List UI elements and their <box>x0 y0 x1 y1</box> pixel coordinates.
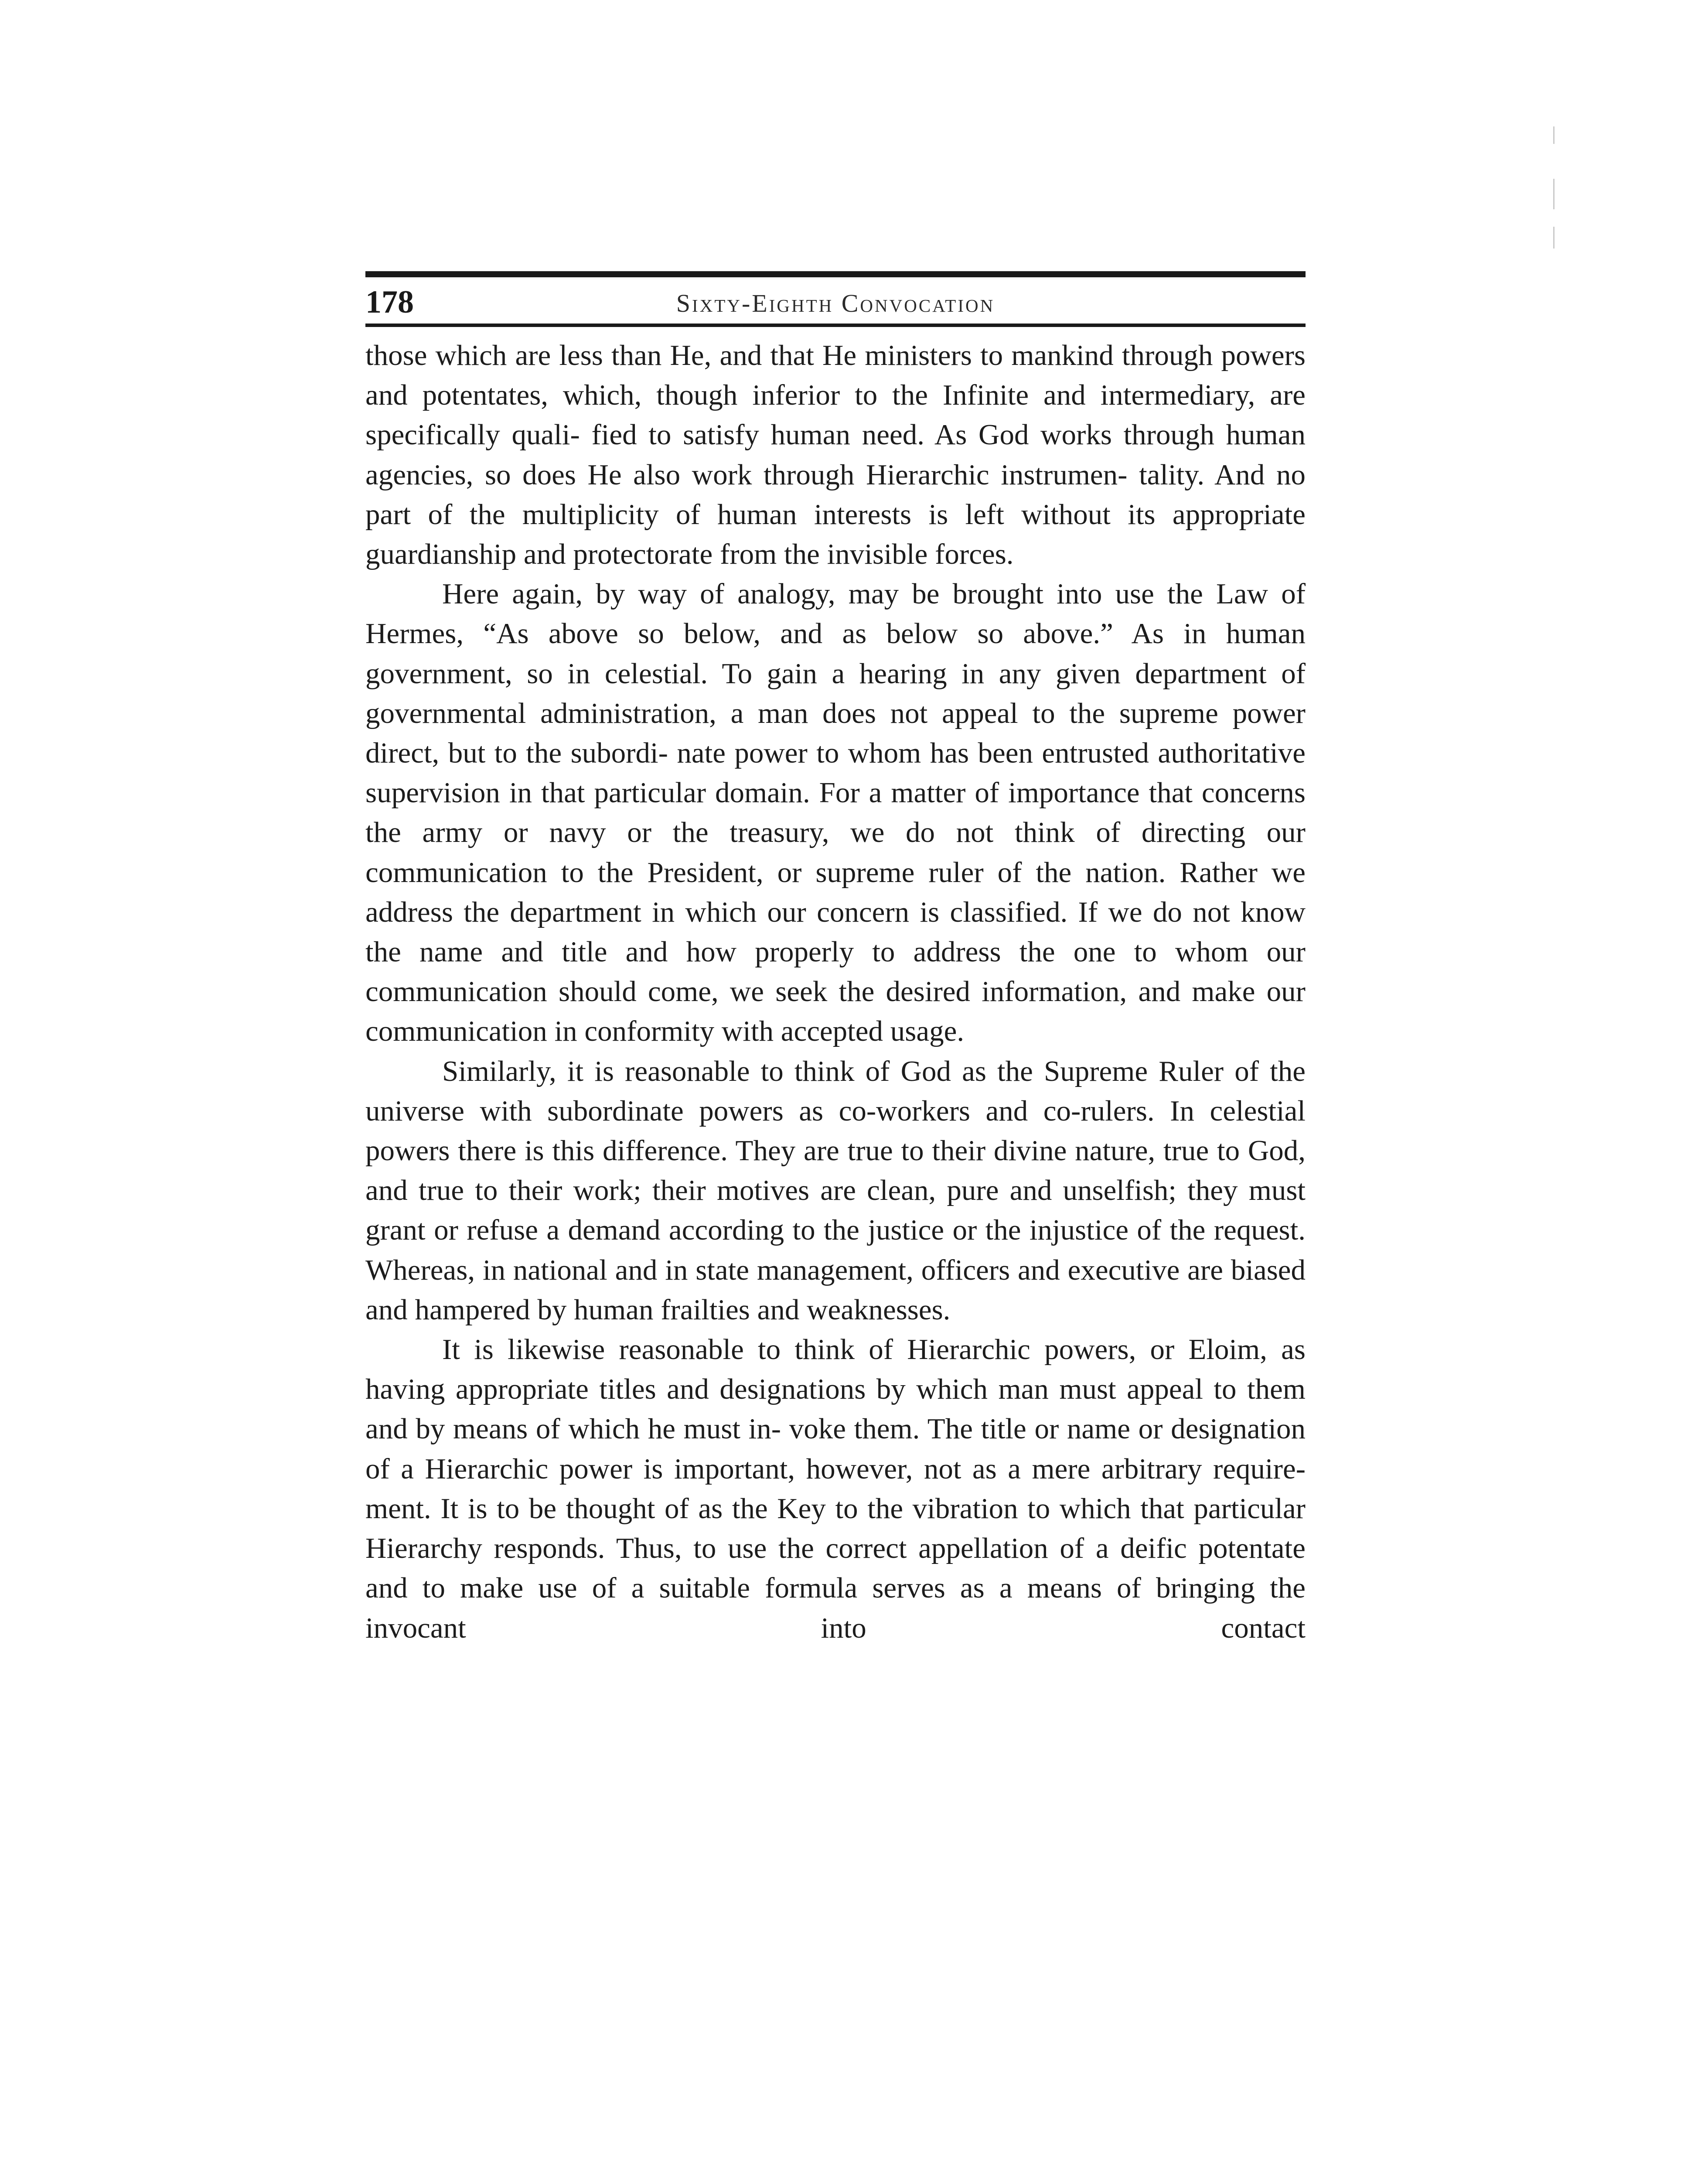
text-line: power is important, however, not as a mere arbitrary require- <box>559 1452 1306 1485</box>
text-line: Similarly, it is reasonable to think of God as the Supreme <box>442 1055 1148 1087</box>
text-line: left without its appropriate guardianship and protectorate from <box>365 498 1306 571</box>
text-line: communication in conformity with accepted usage. <box>365 1015 965 1048</box>
running-title: Sixty-Eighth Convocation <box>676 289 995 317</box>
text-line: appellation of a deific potentate and to make use of a suitable <box>365 1532 1306 1604</box>
text-line: those which are less than He, and that He ministers to <box>365 339 1003 371</box>
text-line: the invisible forces. <box>784 538 1014 571</box>
text-line: voke them. The title or name or designation of a Hierarchic <box>365 1413 1306 1485</box>
text-line: It is likewise reasonable to think of Hierarchic powers, or <box>442 1333 1175 1366</box>
text-line: of directing our communication to the President, or supreme ruler <box>365 816 1306 889</box>
text-line: agencies, so does He also work through Hierarchic instrumen- <box>365 458 1128 491</box>
text-line: co-rulers. In celestial powers there is this difference. They are <box>365 1094 1306 1167</box>
paragraph <box>365 574 1306 1051</box>
page-header <box>365 283 1306 322</box>
text-line: that particular Hierarchy responds. Thus, to use the correct <box>365 1492 1306 1565</box>
text-line: any given department of governmental administration, a man <box>365 657 1306 729</box>
text-line: of the nation. Rather we address the department in which our <box>365 856 1306 928</box>
text-line: ment. It is to be thought of as the Key to the vibration to which <box>365 1492 1131 1525</box>
text-line: nate power to whom has been entrusted authoritative supervision <box>365 737 1306 809</box>
text-line: man must appeal to them and by means of which he must in- <box>365 1373 1306 1445</box>
text-line: weaknesses. <box>807 1293 951 1326</box>
text-line: should come, we seek the desired information, and make our <box>559 975 1306 1008</box>
paragraph <box>365 1052 1306 1330</box>
text-line: formula serves as a means of bringing the invocant into contact <box>365 1572 1306 1644</box>
text-line: Ruler of the universe with subordinate powers as co-workers and <box>365 1055 1306 1127</box>
text-line: Eloim, as having appropriate titles and designations by which <box>365 1333 1306 1406</box>
text-line: the Law of Hermes, “As above so below, and as below so above.” <box>365 578 1306 650</box>
margin-scan-marks <box>1553 126 1555 253</box>
body-text <box>365 336 1306 1648</box>
header-rule-bottom <box>365 324 1306 327</box>
paragraph <box>365 336 1306 574</box>
page-number: 178 <box>365 284 414 320</box>
text-line: inferior to the Infinite and intermediary, are specifically quali- <box>365 379 1306 451</box>
text-line: and executive are biased and hampered by human frailties and <box>365 1254 1306 1326</box>
text-line: or refuse a demand according to the justice or the injustice of the <box>434 1214 1206 1247</box>
text-line: Here again, by way of analogy, may be brought into use <box>442 578 1154 610</box>
text-line: true to their divine nature, true to God, and true to their work; <box>365 1134 1306 1207</box>
paragraph <box>365 1330 1306 1648</box>
text-line: does not appeal to the supreme power direct, but to the subordi- <box>365 697 1306 770</box>
text-line: tality. And no part of the multiplicity of human interests is <box>365 458 1306 531</box>
text-line: request. Whereas, in national and in state management, officers <box>365 1214 1306 1286</box>
text-line: concern is classified. If we do not know the name and title and <box>365 896 1306 968</box>
text-line: their motives are clean, pure and unselfish; they must grant <box>365 1174 1306 1247</box>
text-line: in that particular domain. For a matter of importance that <box>509 777 1193 809</box>
text-line: fied to satisfy human need. As God works through human <box>591 419 1306 451</box>
text-line: As in human government, so in celestial. To gain a hearing in <box>365 617 1306 690</box>
header-rule-top <box>365 271 1306 277</box>
text-line: concerns the army or navy or the treasury, we do not think <box>365 777 1306 849</box>
text-line: how properly to address the one to whom our communication <box>365 936 1306 1008</box>
text-line: mankind through powers and potentates, which, though <box>365 339 1306 412</box>
